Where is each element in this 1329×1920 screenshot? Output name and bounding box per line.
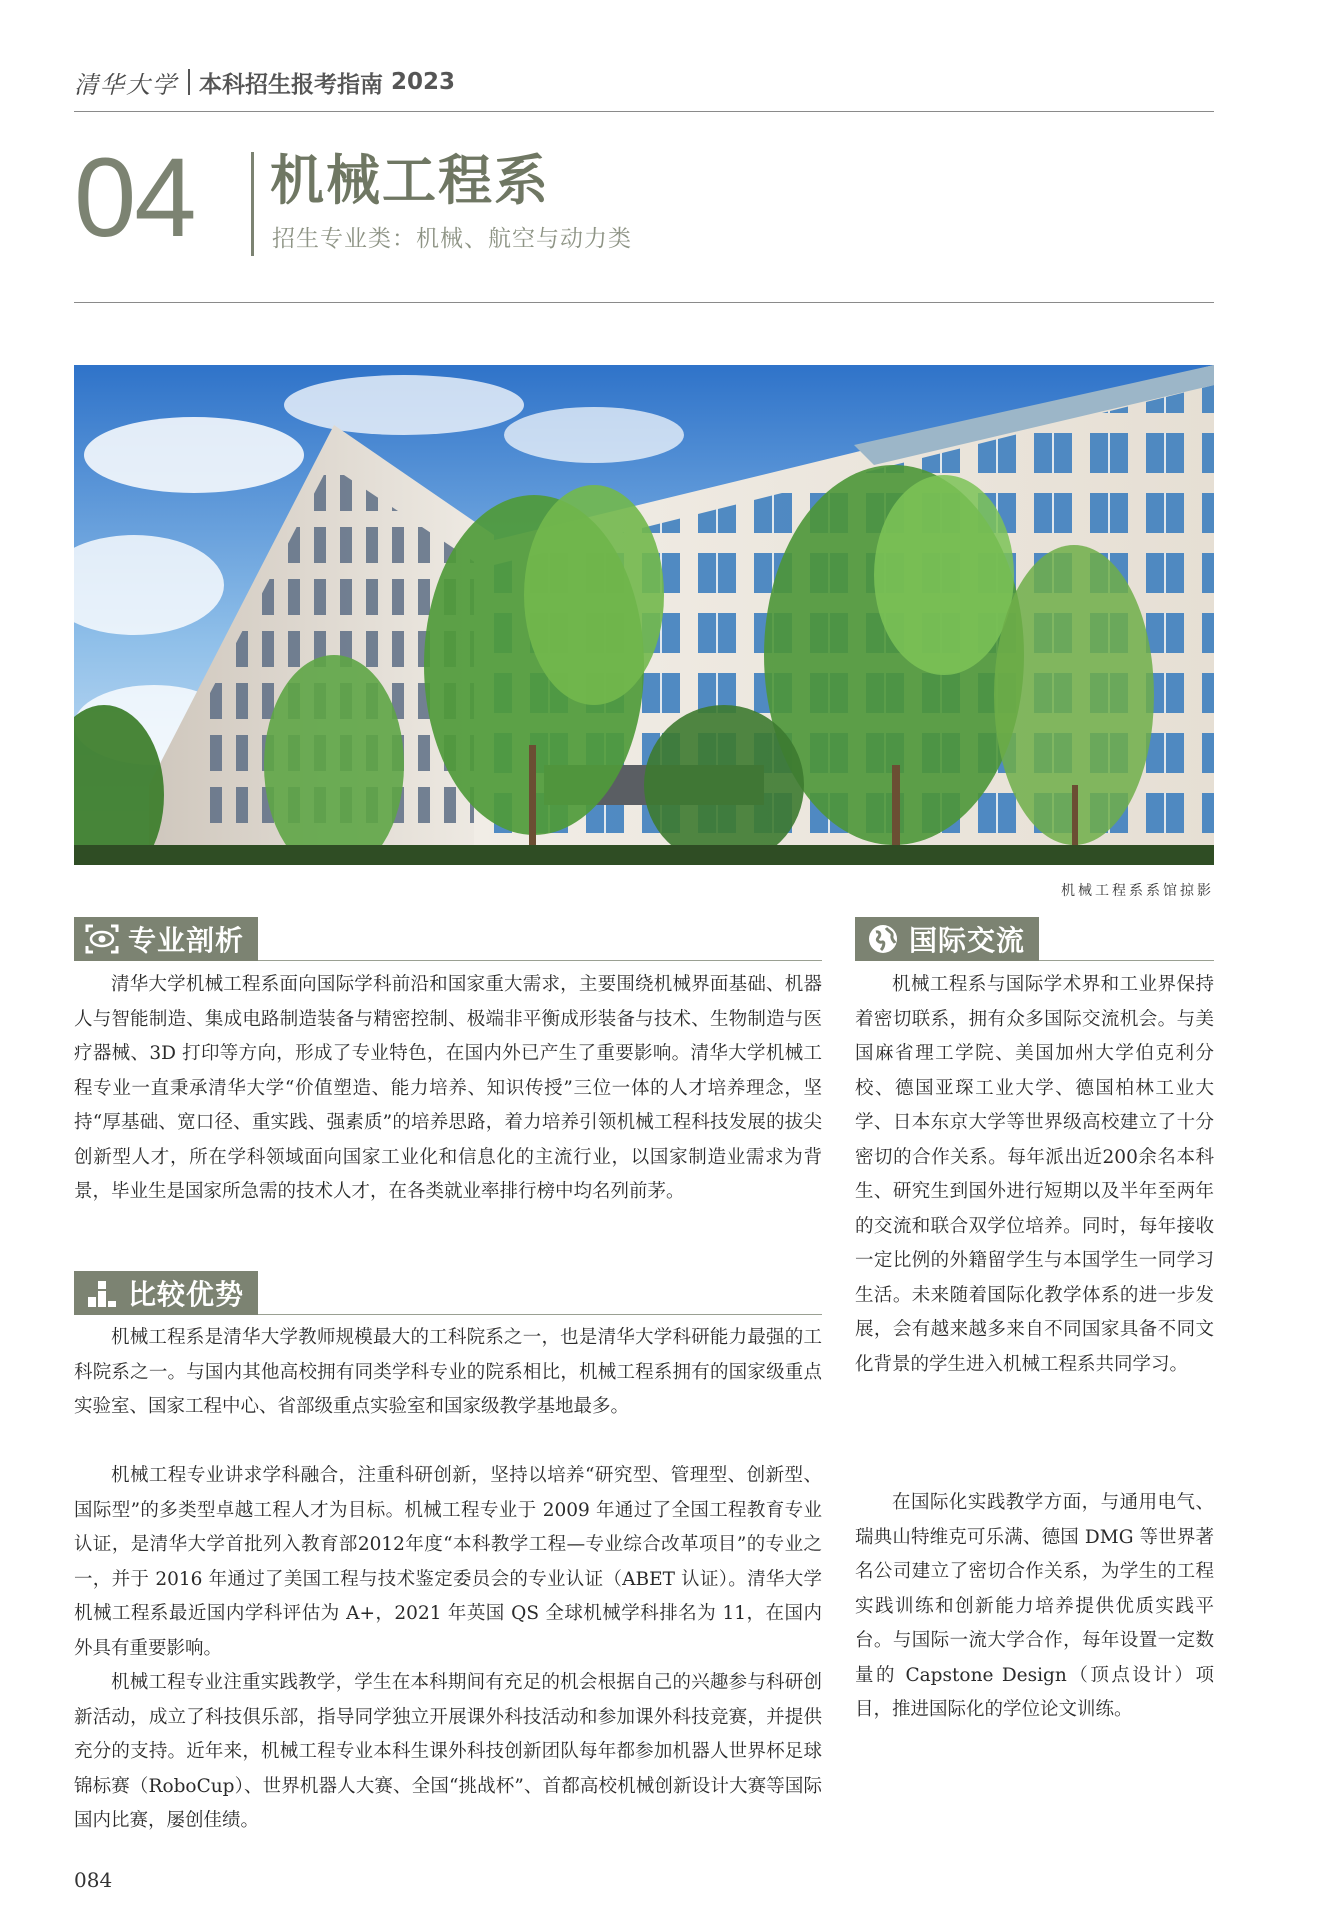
paragraph-advantage-2: 机械工程专业讲求学科融合，注重科研创新，坚持以培养“研究型、管理型、创新型、国际型”的多类型卓越工程人才为目标。机械工程专业于 2009 年通过了全国工程教育专业认证，是清华大学首批列入教育部2012年度“本科教学工程—专业综合改革项目”的专业之一，并于 2016 年通过了美国工程与技术鉴定委员会的专业认证（ABET 认证）。清华大学机械工程系最近国内学科评估为 A+，2021 年英国 QS 全球机械学科排名为 11，在国内外具有重要影响。 [74, 1465, 822, 1659]
photo-caption: 机械工程系系馆掠影 [1061, 883, 1214, 899]
chapter-title: 机械工程系 [270, 149, 550, 212]
university-logo: 清华大学 [74, 70, 178, 99]
paragraph-major-1: 清华大学机械工程系面向国际学科前沿和国家重大需求，主要围绕机械界面基础、机器人与智能制造、集成电路制造装备与精密控制、极端非平衡成形装备与技术、生物制造与医疗器械、3D 打印等方向，形成了专业特色，在国内外已产生了重要影响。清华大学机械工程专业一直秉承清华大学“价值塑造、能力培养、知识传授”三位一体的人才培养理念，坚持“厚基础、宽口径、重实践、强素质”的培养思路，着力培养引领机械工程科技发展的拔尖创新型人才，所在学科领域面向国家工业化和信息化的主流行业，以国家制造业需求为背景，毕业生是国家所急需的技术人才，在各类就业率排行榜中均名列前茅。 [74, 974, 822, 1202]
header-rule [74, 111, 1214, 112]
chapter-subtitle: 招生专业类：机械、航空与动力类 [272, 226, 632, 252]
chapter-number: 04 [74, 135, 195, 260]
globe-icon [865, 921, 901, 957]
section-heading-international: 国际交流 [909, 924, 1026, 957]
paragraph-advantage-1: 机械工程系是清华大学教师规模最大的工科院系之一，也是清华大学科研能力最强的工科院系之一。与国内其他高校拥有同类学科专业的院系相比，机械工程系拥有的国家级重点实验室、国家工程中心、省部级重点实验室和国家级教学基地最多。 [74, 1327, 822, 1417]
running-header [74, 62, 455, 102]
section-underline [1039, 917, 1214, 961]
header-divider [188, 69, 190, 95]
eye-icon [84, 921, 120, 957]
building-illustration [74, 365, 1214, 865]
section-heading-advantage: 比较优势 [128, 1278, 245, 1311]
chapter-divider [251, 152, 254, 256]
section-underline [258, 1271, 822, 1315]
section-heading-major: 专业剖析 [128, 924, 245, 957]
section-header-international [855, 917, 1214, 961]
building-photo [74, 365, 1214, 865]
header-year: 2023 [391, 69, 456, 95]
paragraph-advantage-3: 机械工程专业注重实践教学，学生在本科期间有充足的机会根据自己的兴趣参与科研创新活动，成立了科技俱乐部，指导同学独立开展课外科技活动和参加课外科技竞赛，并提供充分的支持。近年来，机械工程专业本科生课外科技创新团队每年都参加机器人世界杯足球锦标赛（RoboCup）、世界机器人大赛、全国“挑战杯”、首都高校机械创新设计大赛等国际国内比赛，屡创佳绩。 [74, 1672, 822, 1831]
paragraph-international-2: 在国际化实践教学方面，与通用电气、瑞典山特维克可乐满、德国 DMG 等世界著名公司建立了密切合作关系，为学生的工程实践训练和创新能力培养提供优质实践平台。与国际一流大学合作，每年设置一定数量的 Capstone Design（顶点设计）项目，推进国际化的学位论文训练。 [855, 1492, 1214, 1720]
page-number: 084 [74, 1868, 113, 1892]
section-header-major [74, 917, 822, 961]
header-title: 本科招生报考指南 [199, 71, 383, 98]
section-underline [258, 917, 822, 961]
paragraph-international-1: 机械工程系与国际学术界和工业界保持着密切联系，拥有众多国际交流机会。与美国麻省理工学院、美国加州大学伯克利分校、德国亚琛工业大学、德国柏林工业大学、日本东京大学等世界级高校建立了十分密切的合作关系。每年派出近200余名本科生、研究生到国外进行短期以及半年至两年的交流和联合双学位培养。同时，每年接收一定比例的外籍留学生与本国学生一同学习生活。未来随着国际化教学体系的进一步发展，会有越来越多来自不同国家具备不同文化背景的学生进入机械工程系共同学习。 [855, 974, 1214, 1375]
podium-icon [84, 1275, 120, 1311]
section-header-advantage [74, 1271, 822, 1315]
chapter-rule [74, 302, 1214, 303]
